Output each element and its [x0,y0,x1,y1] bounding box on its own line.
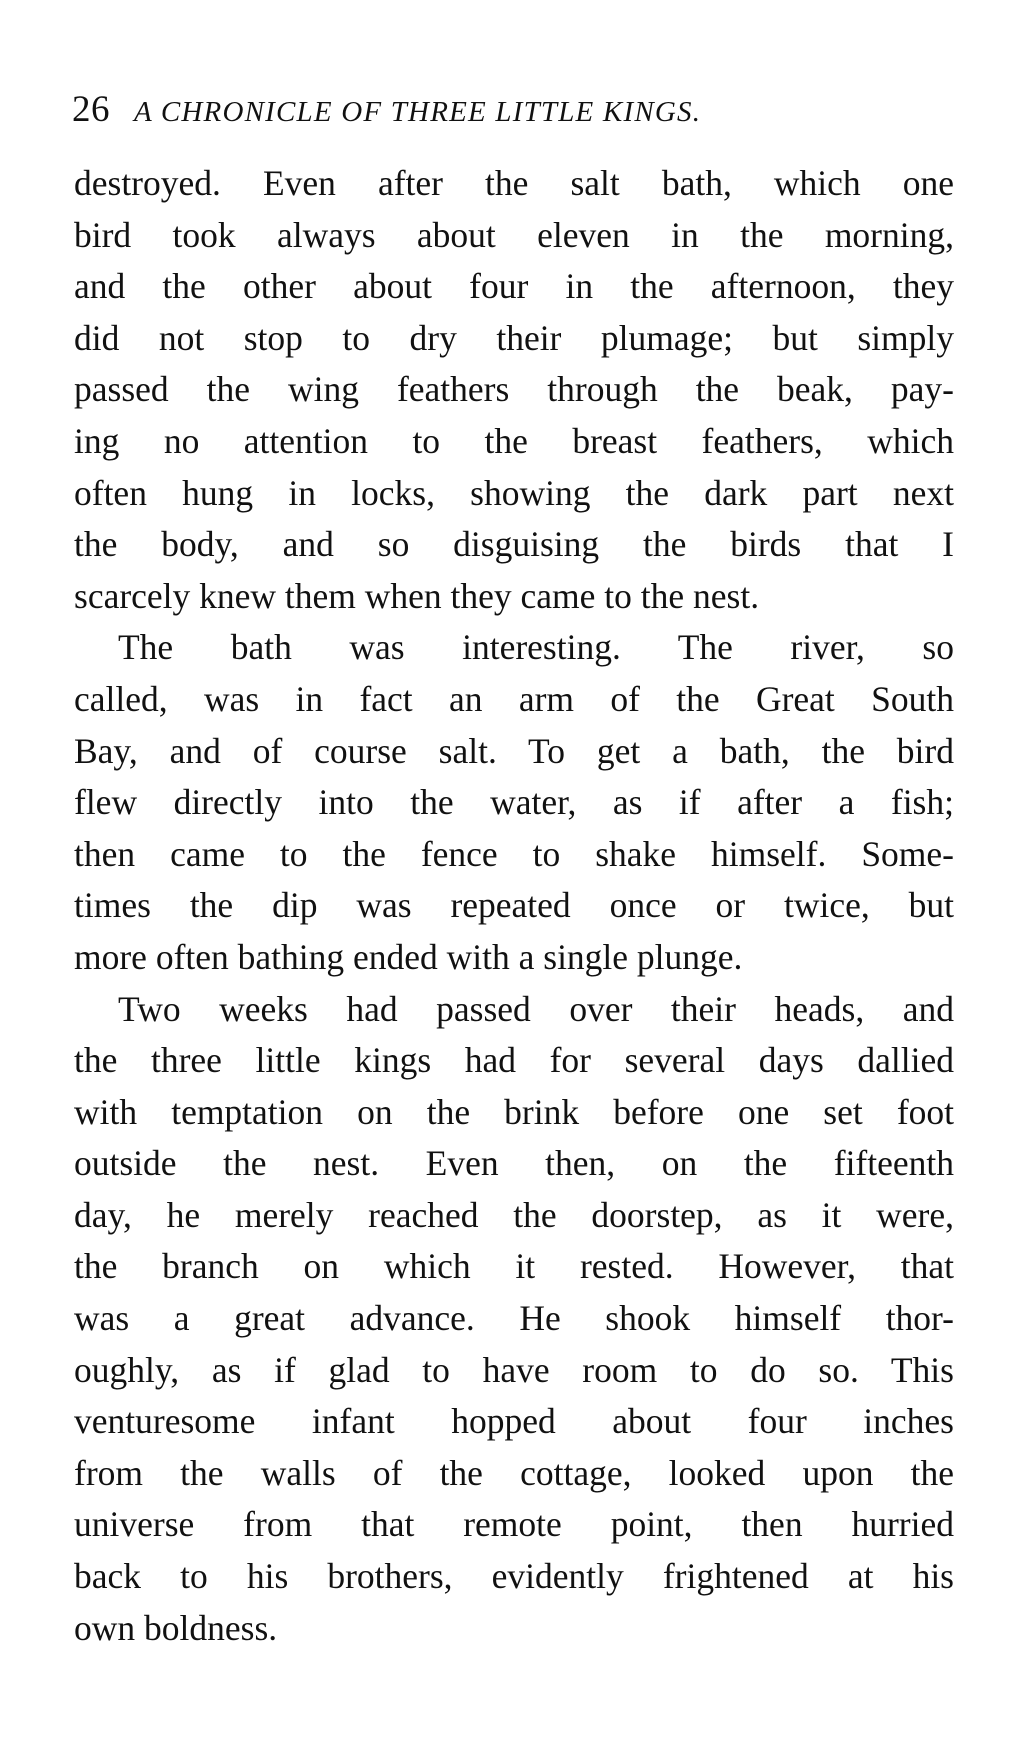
text-line: oughly, as if glad to have room to do so. This [74,1349,954,1390]
text-line: with temptation on the brink before one set foot [74,1091,954,1132]
text-line: flew directly into the water, as if after a fish; [74,782,954,823]
text-line: bird took always about eleven in the morning, [74,214,954,255]
paragraph-end-line: more often bathing ended with a single plunge. [74,936,743,977]
text-line: then came to the fence to shake himself. Some- [74,833,954,874]
text-line: and the other about four in the afternoon, they [74,266,954,307]
paragraph-end-line: own boldness. [74,1607,278,1648]
text-line: was a great advance. He shook himself thor- [74,1298,954,1339]
text-line: outside the nest. Even then, on the fifteenth [74,1143,954,1184]
text-line: the three little kings had for several days dallied [74,1040,954,1081]
text-line: day, he merely reached the doorstep, as it were, [74,1194,954,1235]
text-line: destroyed. Even after the salt bath, which one [74,163,954,203]
page-number: 26 [72,89,110,130]
text-line: did not stop to dry their plumage; but simply [74,317,954,358]
text-line: the branch on which it rested. However, that [74,1246,954,1287]
text-line: back to his brothers, evidently frightened at his [74,1556,954,1597]
paragraph-start-line: Two weeks had passed over their heads, and [118,988,954,1029]
text-line: times the dip was repeated once or twice, but [74,885,954,926]
text-line: universe from that remote point, then hurried [74,1504,954,1545]
text-line: the body, and so disguising the birds that I [74,524,954,565]
text-line: called, was in fact an arm of the Great South [74,678,954,719]
running-head: A CHRONICLE OF THREE LITTLE KINGS. [134,96,702,128]
text-line: passed the wing feathers through the beak, pay- [74,369,954,410]
paragraph-end-line: scarcely knew them when they came to the nest. [74,575,760,616]
text-line: Bay, and of course salt. To get a bath, the bird [74,730,954,771]
page-header [72,88,932,134]
paragraph-start-line: The bath was interesting. The river, so [118,627,954,668]
text-line: ing no attention to the breast feathers, which [74,420,954,461]
text-line: often hung in locks, showing the dark part next [74,472,954,513]
text-line: venturesome infant hopped about four inches [74,1401,954,1442]
body-text [74,158,954,1654]
text-line: from the walls of the cottage, looked upon the [74,1452,954,1493]
